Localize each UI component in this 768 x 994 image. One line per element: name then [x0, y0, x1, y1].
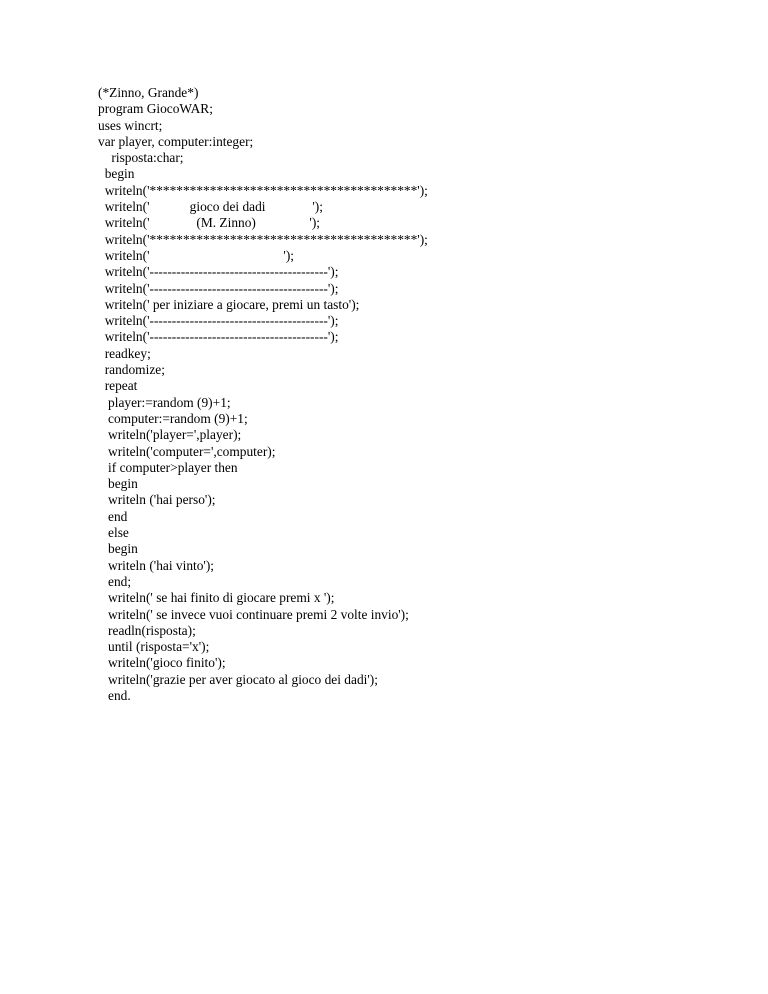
code-line: readln(risposta);: [98, 622, 196, 638]
code-line: risposta:char;: [98, 150, 184, 166]
code-line: randomize;: [98, 362, 165, 378]
code-line: writeln('gioco finito');: [98, 655, 226, 671]
code-line: end.: [98, 687, 131, 703]
code-line: writeln('****************************************');: [98, 231, 428, 247]
code-line: var player, computer:integer;: [98, 133, 254, 149]
code-line: writeln(' gioco dei dadi ');: [98, 199, 323, 215]
code-line: end;: [98, 573, 132, 589]
code-line: repeat: [98, 378, 138, 394]
code-line: else: [98, 525, 129, 541]
code-line: begin: [98, 541, 138, 557]
code-line: writeln(' se hai finito di giocare premi x ');: [98, 590, 335, 606]
code-line: begin: [98, 166, 135, 182]
code-line: writeln(' per iniziare a giocare, premi un tasto');: [98, 296, 360, 312]
code-line: writeln('----------------------------------------');: [98, 313, 339, 329]
code-line: writeln('computer=',computer);: [98, 443, 276, 459]
code-line: writeln('----------------------------------------');: [98, 329, 339, 345]
code-line: writeln ('hai vinto');: [98, 557, 215, 573]
code-line: writeln(' (M. Zinno) ');: [98, 215, 321, 231]
code-line: player:=random (9)+1;: [98, 394, 231, 410]
code-line: uses wincrt;: [98, 117, 163, 133]
code-line: program GiocoWAR;: [98, 101, 213, 117]
code-line: if computer>player then: [98, 459, 238, 475]
code-line: writeln('----------------------------------------');: [98, 264, 339, 280]
code-line: writeln('grazie per aver giocato al gioco dei dadi');: [98, 671, 378, 687]
code-line: writeln('----------------------------------------');: [98, 280, 339, 296]
code-line: writeln('****************************************');: [98, 182, 428, 198]
source-code-block: [98, 85, 738, 704]
code-line: begin: [98, 476, 138, 492]
code-line: readkey;: [98, 345, 151, 361]
code-line: writeln('player=',player);: [98, 427, 242, 443]
code-line: writeln ('hai perso');: [98, 492, 216, 508]
code-line: writeln(' ');: [98, 247, 294, 263]
code-line: (*Zinno, Grande*): [98, 85, 199, 100]
code-line: end: [98, 508, 128, 524]
code-line: computer:=random (9)+1;: [98, 410, 248, 426]
code-line: writeln(' se invece vuoi continuare premi 2 volte invio');: [98, 606, 409, 622]
code-line: until (risposta='x');: [98, 639, 210, 655]
